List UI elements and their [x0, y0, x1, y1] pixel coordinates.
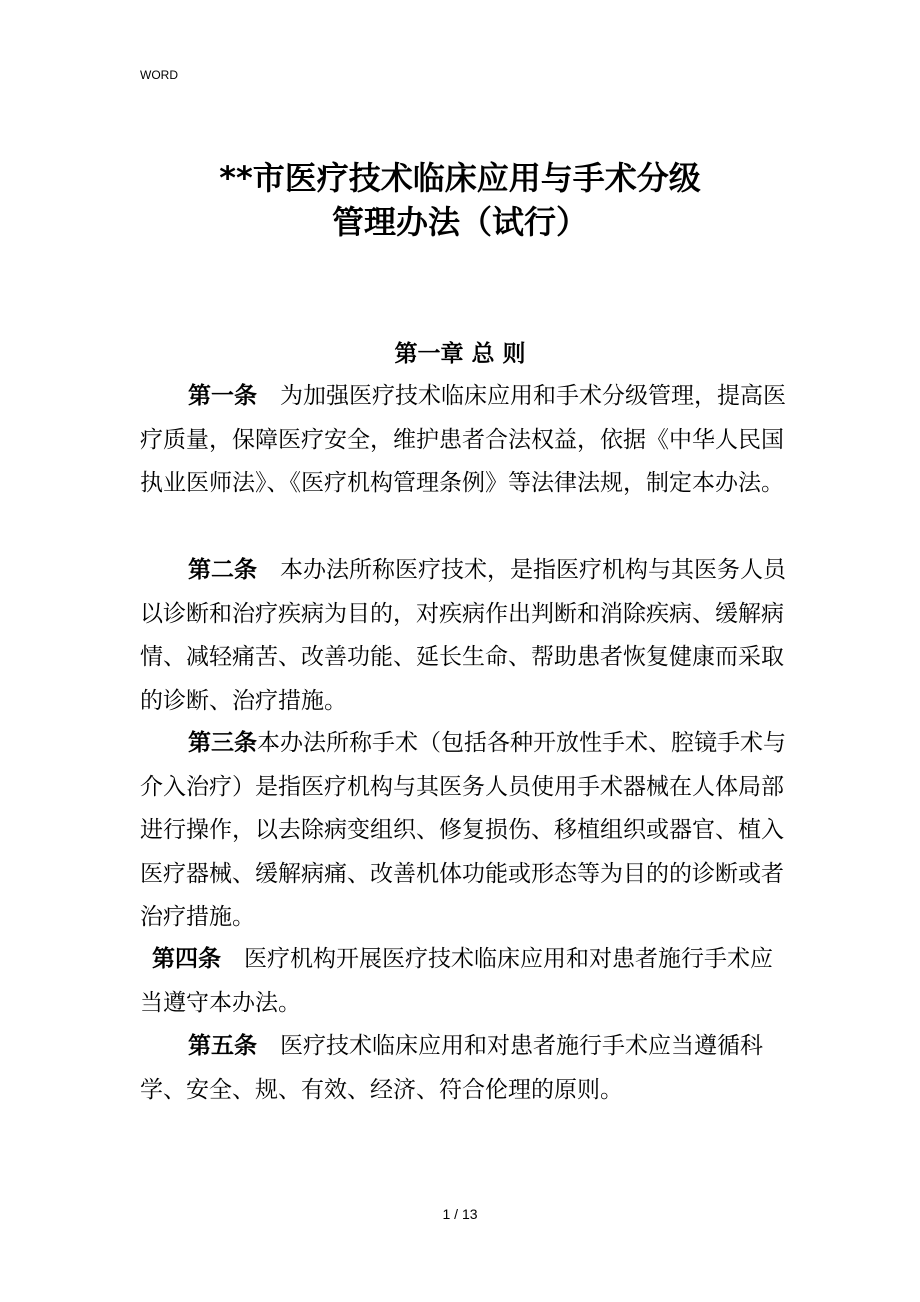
- article-label: 第二条: [188, 557, 257, 583]
- article-label: 第一条: [188, 383, 257, 409]
- article-4: [140, 938, 790, 1025]
- article-2: [140, 549, 790, 723]
- article-label: 第五条: [188, 1033, 257, 1059]
- chapter-heading: 第一章 总 则: [394, 341, 526, 367]
- document-title-line1: **市医疗技术临床应用与手术分级: [219, 159, 701, 197]
- article-text: 为加强医疗技术临床应用和手术分级管理，提高医疗质量，保障医疗安全，维护患者合法权益，依据《中华人民国执业医师法》、《医疗机构管理条例》等法律法规，制定本办法。: [140, 383, 786, 496]
- article-5: [140, 1025, 790, 1112]
- article-label: 第三条: [188, 730, 257, 756]
- article-1: [140, 375, 790, 506]
- article-text: 本办法所称手术（包括各种开放性手术、腔镜手术与介入治疗）是指医疗机构与其医务人员使用手术器械在人体局部进行操作，以去除病变组织、修复损伤、移植组织或器官、植入医疗器械、缓解病痛、改善机体功能或形态等为目的的诊断或者治疗措施。: [140, 730, 786, 930]
- article-text: 医疗技术临床应用和对患者施行手术应当遵循科学、安全、规、有效、经济、符合伦理的原则。: [140, 1033, 763, 1103]
- article-label: 第四条: [152, 946, 221, 972]
- document-title-line2: 管理办法（试行）: [331, 203, 588, 241]
- article-3: [140, 722, 790, 940]
- page-number: 1 / 13: [442, 1206, 478, 1222]
- header-tag: WORD: [140, 68, 178, 82]
- article-text: 医疗机构开展医疗技术临床应用和对患者施行手术应当遵守本办法。: [140, 946, 773, 1016]
- article-text: 本办法所称医疗技术，是指医疗机构与其医务人员以诊断和治疗疾病为目的，对疾病作出判断和消除疾病、缓解病情、减轻痛苦、改善功能、延长生命、帮助患者恢复健康而采取的诊断、治疗措施。: [140, 557, 786, 714]
